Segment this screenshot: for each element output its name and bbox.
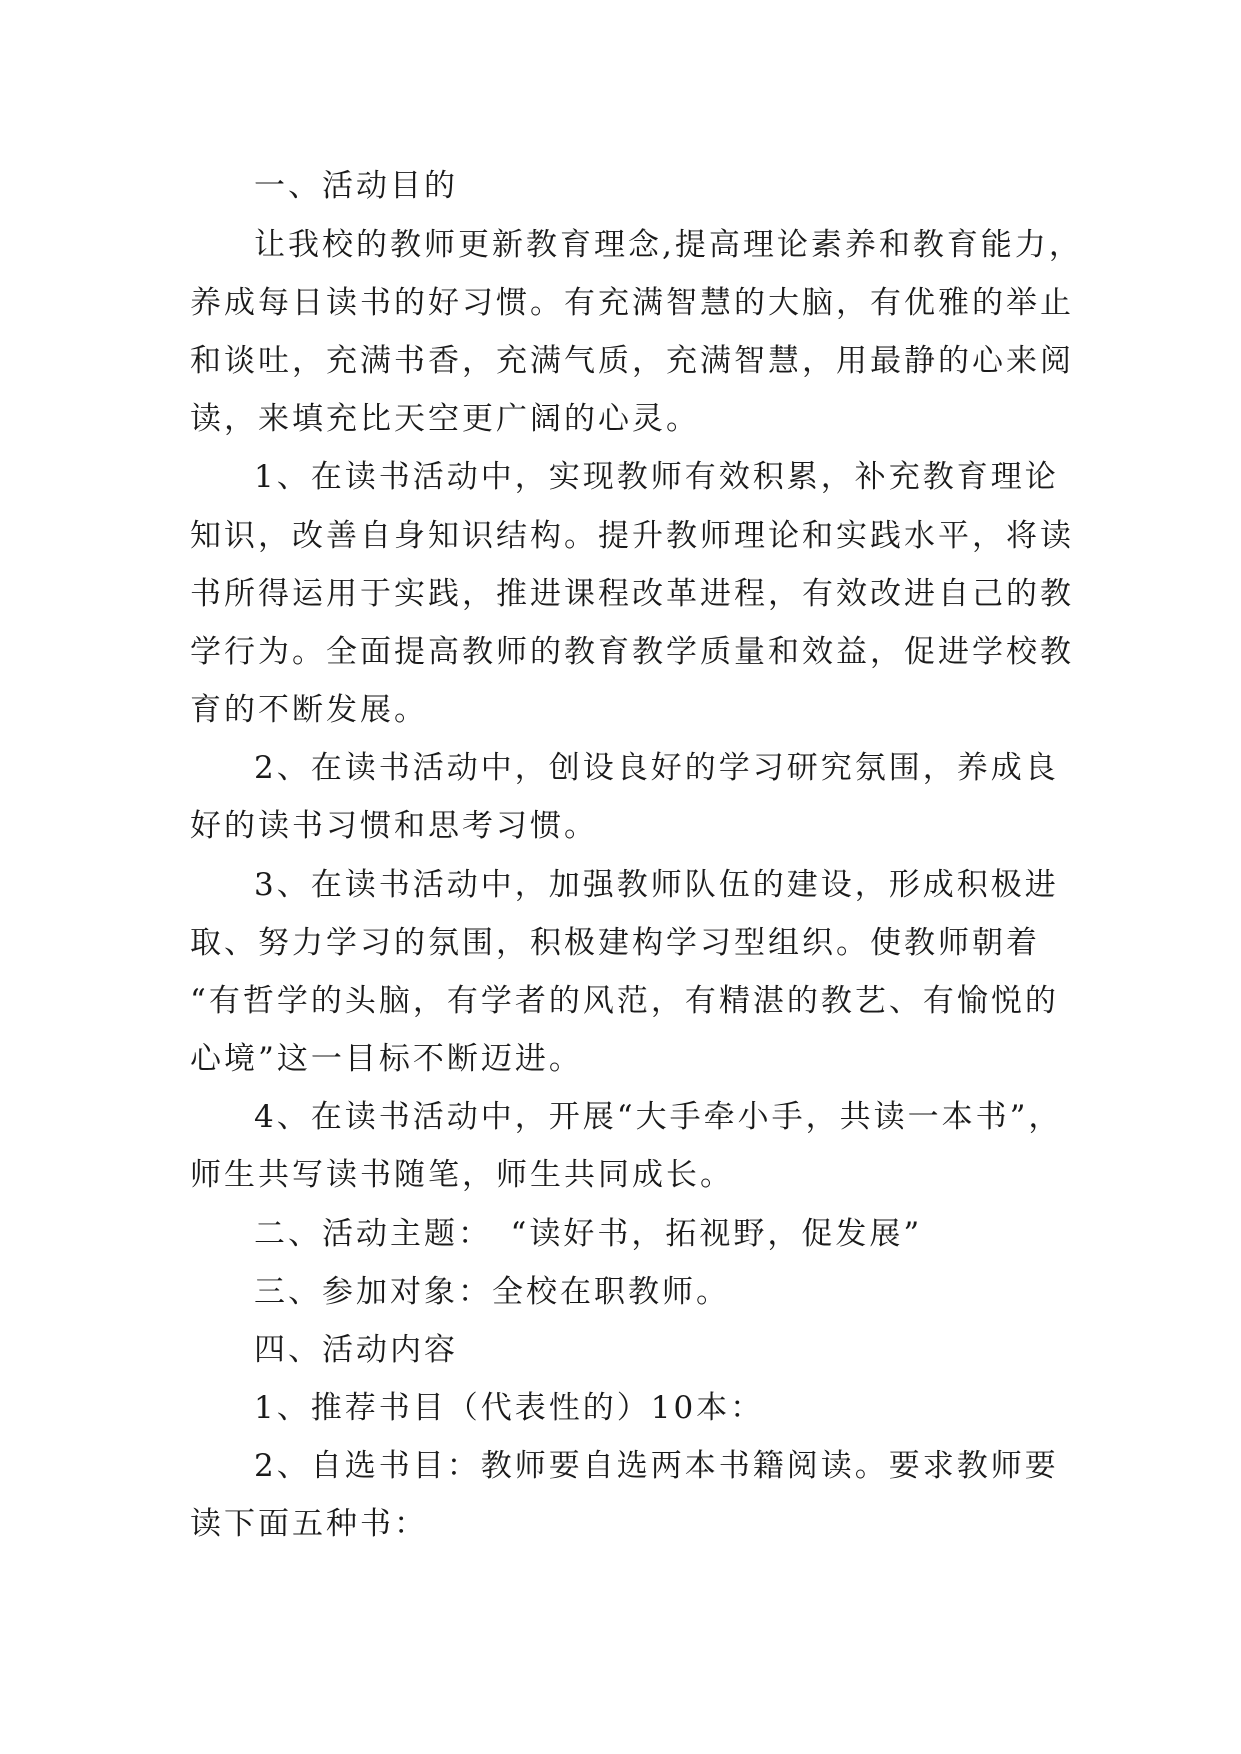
paragraph-line: 和谈吐，充满书香，充满气质，充满智慧，用最静的心来阅 bbox=[190, 343, 1074, 379]
paragraph-line: 书所得运用于实践，推进课程改革进程，有效改进自己的教 bbox=[190, 576, 1074, 612]
paragraph-line: 取、努力学习的氛围，积极建构学习型组织。使教师朝着 bbox=[190, 925, 1040, 961]
content-item-1-line: 1、推荐书目（代表性的）10本： bbox=[254, 1390, 765, 1426]
heading-activity-theme: 二、活动主题： “读好书，拓视野，促发展” bbox=[254, 1216, 923, 1252]
heading-activity-purpose: 一、活动目的 bbox=[254, 168, 458, 204]
paragraph-line: 师生共写读书随笔，师生共同成长。 bbox=[190, 1157, 734, 1193]
list-item-2-line: 2、在读书活动中，创设良好的学习研究氛围，养成良 bbox=[254, 750, 1059, 786]
list-item-4-line: 4、在读书活动中，开展“大手牵小手，共读一本书”， bbox=[254, 1099, 1063, 1135]
paragraph-line: 读，来填充比天空更广阔的心灵。 bbox=[190, 401, 700, 437]
paragraph-line: 学行为。全面提高教师的教育教学质量和效益，促进学校教 bbox=[190, 634, 1074, 670]
heading-activity-content: 四、活动内容 bbox=[254, 1332, 458, 1368]
content-item-2-line: 2、自选书目：教师要自选两本书籍阅读。要求教师要 bbox=[254, 1448, 1059, 1484]
paragraph-line: 育的不断发展。 bbox=[190, 692, 428, 728]
paragraph-line: “有哲学的头脑，有学者的风范，有精湛的教艺、有愉悦的 bbox=[190, 983, 1059, 1019]
paragraph-line: 读下面五种书： bbox=[190, 1506, 428, 1542]
heading-participants: 三、参加对象：全校在职教师。 bbox=[254, 1274, 730, 1310]
paragraph-line: 心境”这一目标不断迈进。 bbox=[190, 1041, 583, 1077]
paragraph-line: 好的读书习惯和思考习惯。 bbox=[190, 808, 598, 844]
paragraph-line: 养成每日读书的好习惯。有充满智慧的大脑，有优雅的举止 bbox=[190, 285, 1074, 321]
paragraph-line: 知识，改善自身知识结构。提升教师理论和实践水平，将读 bbox=[190, 518, 1074, 554]
list-item-3-line: 3、在读书活动中，加强教师队伍的建设，形成积极进 bbox=[254, 867, 1059, 903]
list-item-1-line: 1、在读书活动中，实现教师有效积累，补充教育理论 bbox=[254, 459, 1059, 495]
paragraph-line: 让我校的教师更新教育理念,提高理论素养和教育能力， bbox=[254, 227, 1083, 263]
